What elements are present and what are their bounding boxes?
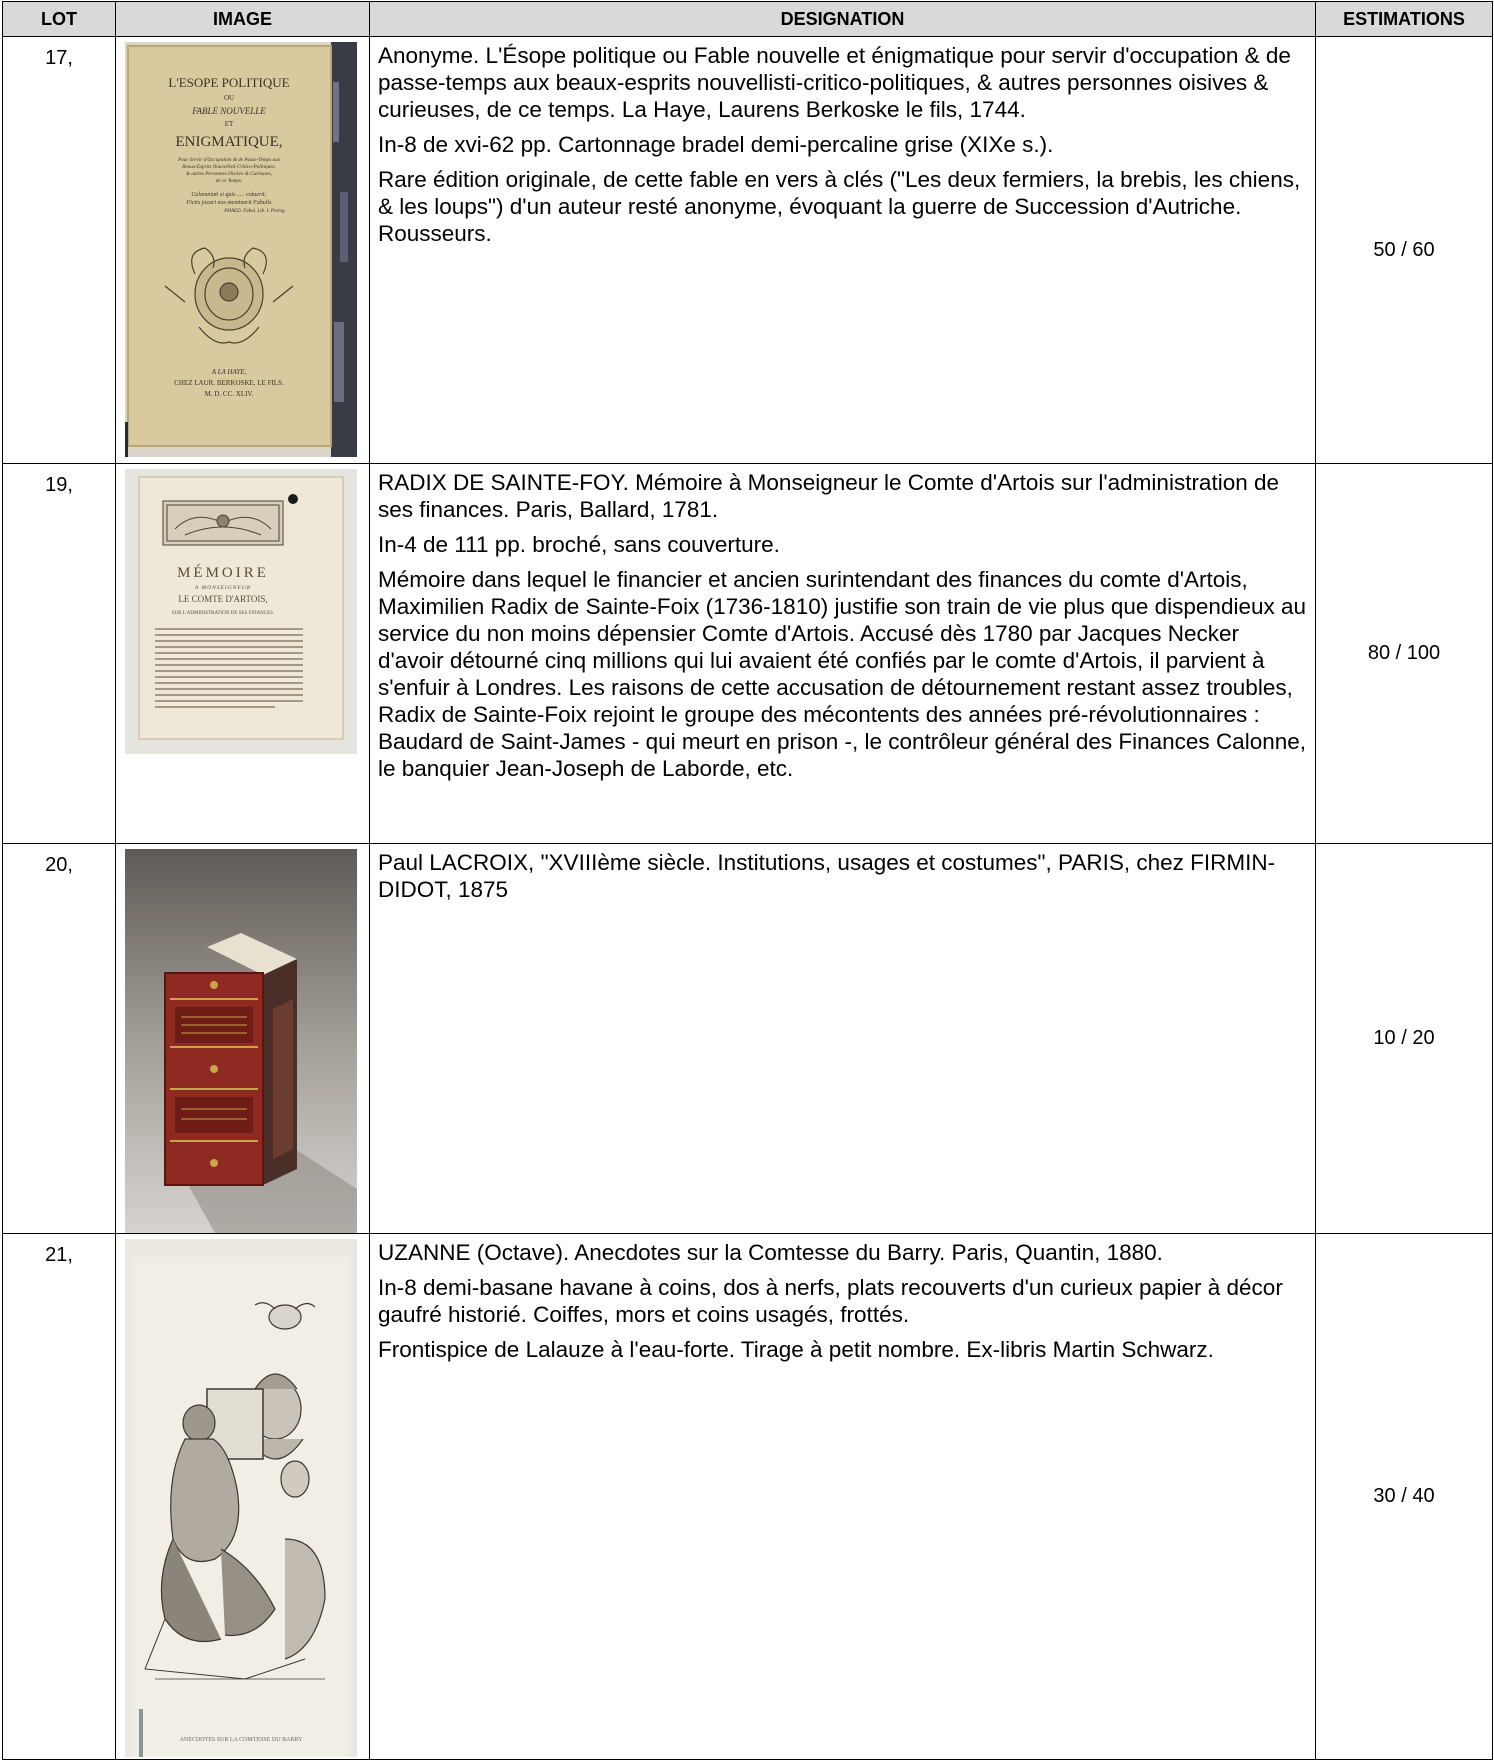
catalog-table <box>2 1 1493 1760</box>
paragraph: In-8 demi-basane havane à coins, dos à nerfs, plats recouverts d'un curieux papier à décor gaufré historié. Coiffes, mors et coins usagés, frottés. <box>378 1275 1283 1327</box>
svg-text:M. D. CC. XLIV.: M. D. CC. XLIV. <box>204 390 254 398</box>
lot-number: 21, <box>3 1234 116 1760</box>
svg-text:PHAED. Fabul. Lib. I. Prolog.: PHAED. Fabul. Lib. I. Prolog. <box>224 209 286 214</box>
designation-cell <box>370 464 1316 844</box>
header-row <box>3 2 1493 37</box>
svg-text:ET: ET <box>224 120 234 128</box>
svg-text:SUR L'ADMINISTRATION DE SES FI: SUR L'ADMINISTRATION DE SES FINANCES. <box>171 611 275 616</box>
header-lot: LOT <box>3 2 116 37</box>
header-image: IMAGE <box>116 2 370 37</box>
paragraph: Frontispice de Lalauze à l'eau-forte. Tirage à petit nombre. Ex-libris Martin Schwarz. <box>378 1337 1214 1362</box>
svg-text:CHEZ LAUR. BERKOSKE, LE FILS.: CHEZ LAUR. BERKOSKE, LE FILS. <box>174 379 284 387</box>
paragraph: Anonyme. L'Ésope politique ou Fable nouvelle et énigmatique pour servir d'occupation & de passe-temps aux beaux-esprits nouvellisti-critico-politiques, & autres personnes oisives & curieuses, de ce temps. La Haye, Laurens Berkoske le fils, 1744. <box>378 43 1291 122</box>
svg-text:Calumniati si quis ..... volue: Calumniati si quis ..... voluerit; <box>191 192 267 198</box>
svg-text:OU: OU <box>223 94 235 102</box>
frontispiece-engraving-image <box>125 1239 357 1757</box>
image-cell <box>116 37 370 464</box>
svg-text:MÉMOIRE: MÉMOIRE <box>177 565 269 581</box>
svg-text:& autres Personnes Oisives & C: & autres Personnes Oisives & Curieuses, <box>185 171 273 177</box>
svg-text:Fictis jocari nos meminerit Fa: Fictis jocari nos meminerit Fabulis <box>186 200 272 206</box>
bound-volume-image <box>125 849 357 1233</box>
svg-text:FABLE NOUVELLE: FABLE NOUVELLE <box>192 106 266 116</box>
estimate: 80 / 100 <box>1316 464 1493 844</box>
paragraph: In-8 de xvi-62 pp. Cartonnage bradel demi-percaline grise (XIXe s.). <box>378 132 1054 157</box>
headpiece-ornament <box>163 501 283 545</box>
image-cell <box>116 1234 370 1760</box>
estimate: 10 / 20 <box>1316 844 1493 1234</box>
paragraph: UZANNE (Octave). Anecdotes sur la Comtesse du Barry. Paris, Quantin, 1880. <box>378 1240 1163 1265</box>
estimate: 30 / 40 <box>1316 1234 1493 1760</box>
lot-number: 19, <box>3 464 116 844</box>
svg-text:A MONSEIGNEUR: A MONSEIGNEUR <box>194 585 252 591</box>
svg-text:A LA HAYE,: A LA HAYE, <box>211 368 247 376</box>
book-title-page-image <box>125 42 357 457</box>
paragraph: In-4 de 111 pp. broché, sans couverture. <box>378 532 780 557</box>
header-estimations: ESTIMATIONS <box>1316 2 1493 37</box>
image-cell <box>116 464 370 844</box>
paragraph: Rare édition originale, de cette fable en vers à clés ("Les deux fermiers, la brebis, les chiens, & les loups") d'un auteur resté anonyme, évoquant la guerre de Succession d'Autriche. Rousseurs. <box>378 167 1301 246</box>
paragraph: Mémoire dans lequel le financier et ancien surintendant des finances du comte d'Artois, Maximilien Radix de Sainte-Foix (1736-1810) justifie son train de vie plus que dispendieux au service du non moins dépensier Comte d'Artois. Accusé dès 1780 par Jacques Necker d'avoir détourné cinq millions qui lui avaient été confiés par le comte d'Artois, il parvient à s'enfuir à Londres. Les raisons de cette accusation de détournement restant assez troubles, Radix de Sainte-Foix rejoint le groupe des mécontents des années pré-révolutionnaires : Baudard de Saint-James - qui meurt en prison -, le contrôleur général des Finances Calonne, le banquier Jean-Joseph de Laborde, etc. <box>378 567 1307 781</box>
estimate: 50 / 60 <box>1316 37 1493 464</box>
designation-cell <box>370 37 1316 464</box>
paragraph: Paul LACROIX, "XVIIIème siècle. Institutions, usages et costumes", PARIS, chez FIRMIN-DIDOT, 1875 <box>378 850 1276 902</box>
designation-cell <box>370 844 1316 1234</box>
svg-text:LE COMTE D'ARTOIS,: LE COMTE D'ARTOIS, <box>178 594 268 604</box>
header-designation: DESIGNATION <box>370 2 1316 37</box>
table-row <box>3 464 1493 844</box>
image-cell <box>116 844 370 1234</box>
table-row <box>3 1234 1493 1760</box>
table-row <box>3 844 1493 1234</box>
svg-text:Beaux-Esprits Nouvellisti-Crit: Beaux-Esprits Nouvellisti-Critico-Politiques, <box>182 164 276 170</box>
svg-text:Pour Servir d'Occupation & de: Pour Servir d'Occupation & de Passe-Temps aux <box>177 157 281 163</box>
svg-text:ANECDOTES SUR LA COMTESSE DU B: ANECDOTES SUR LA COMTESSE DU BARRY <box>179 1737 303 1743</box>
designation-cell <box>370 1234 1316 1760</box>
lot-number: 20, <box>3 844 116 1234</box>
memoire-title-page-image <box>125 469 357 754</box>
svg-text:L'ESOPE POLITIQUE: L'ESOPE POLITIQUE <box>168 75 290 90</box>
lot-number: 17, <box>3 37 116 464</box>
table-row <box>3 37 1493 464</box>
svg-text:de ce Temps.: de ce Temps. <box>215 178 243 184</box>
paragraph: RADIX DE SAINTE-FOY. Mémoire à Monseigneur le Comte d'Artois sur l'administration de ses finances. Paris, Ballard, 1781. <box>378 470 1279 522</box>
svg-text:ENIGMATIQUE,: ENIGMATIQUE, <box>175 134 283 150</box>
